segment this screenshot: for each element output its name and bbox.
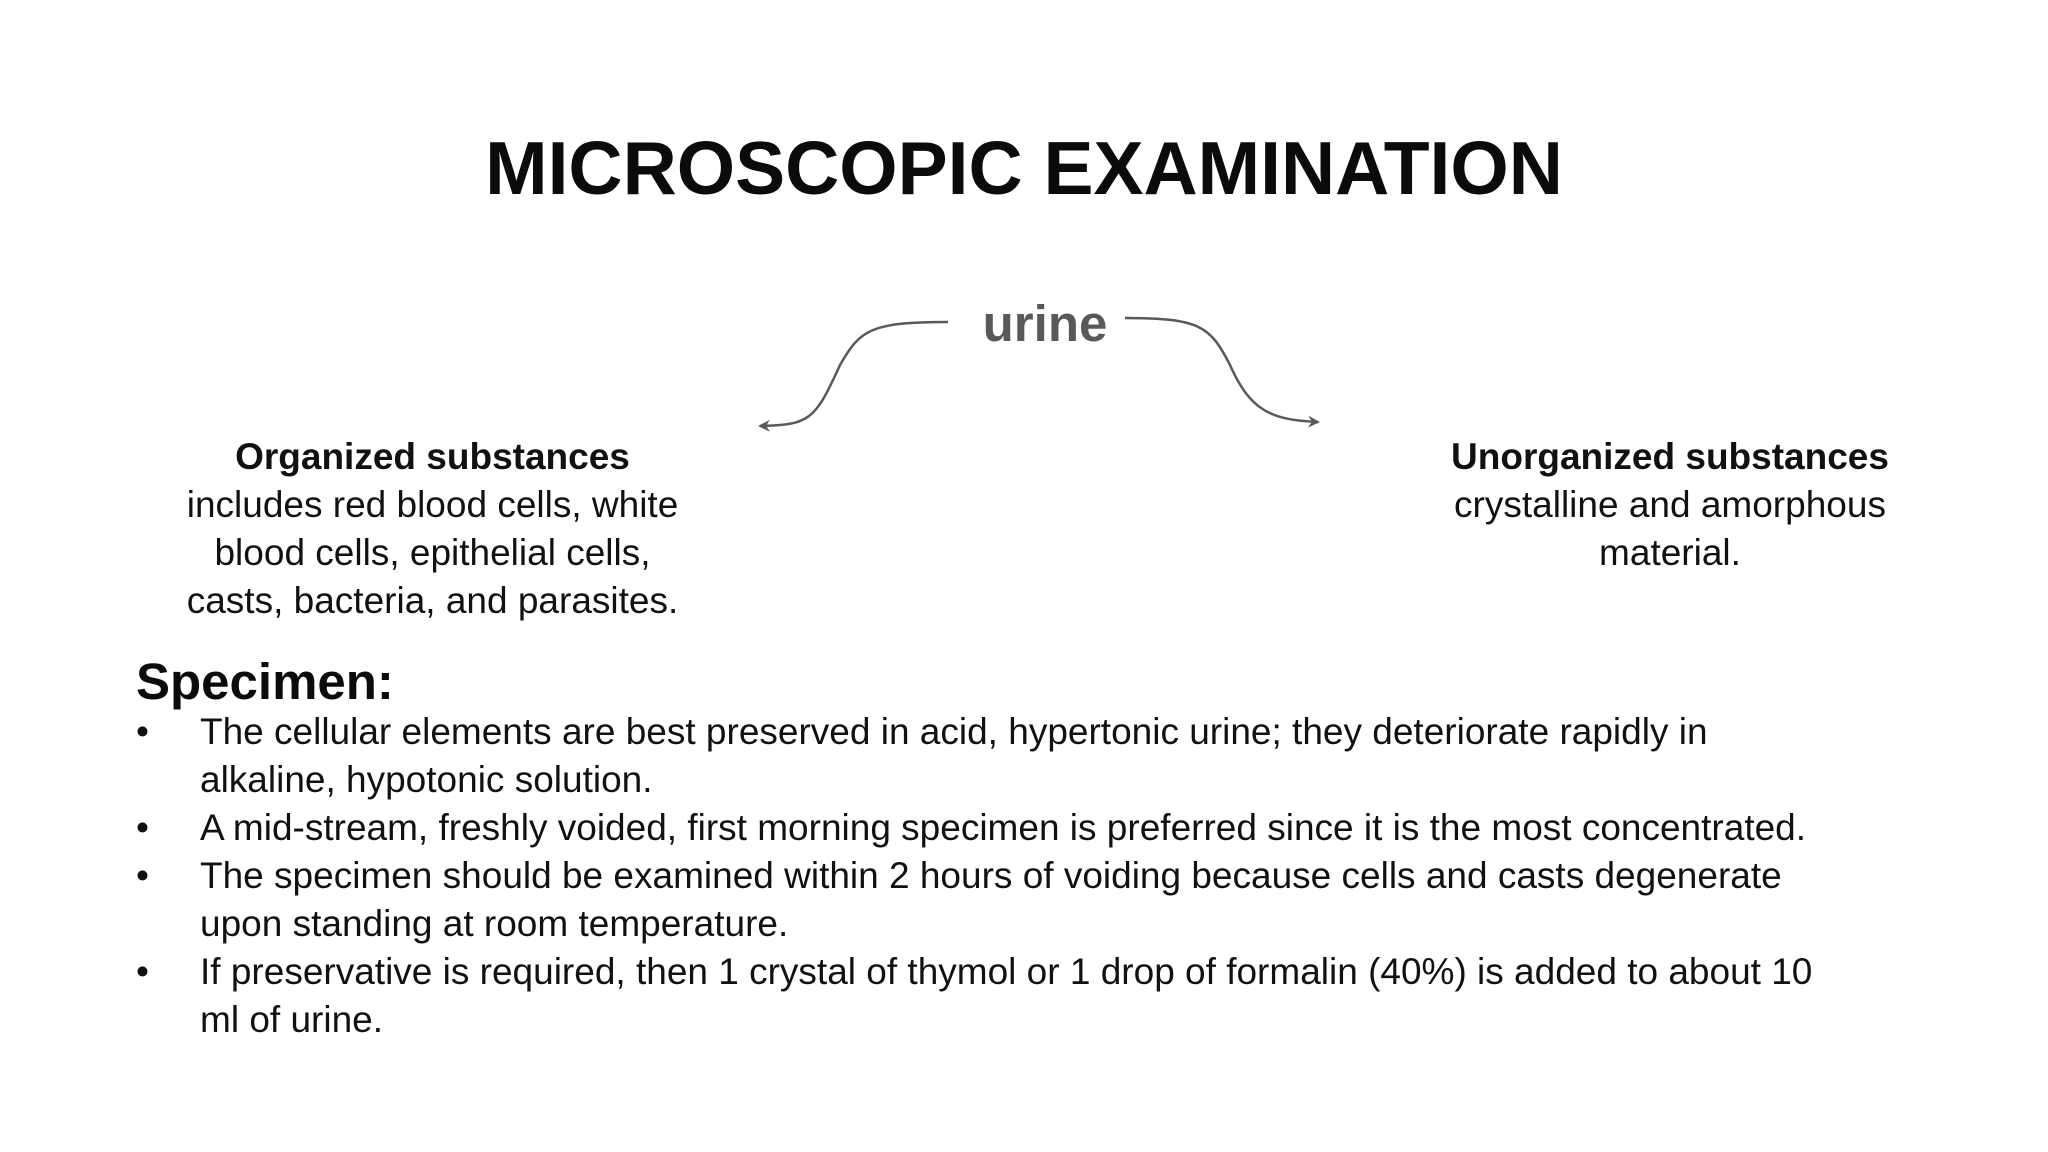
left-curved-arrow — [760, 322, 948, 426]
specimen-heading: Specimen: — [136, 653, 394, 710]
specimen-bullet-list — [136, 708, 2016, 1044]
branch-description-line: material. — [1599, 532, 1741, 573]
right-curved-arrow — [1125, 318, 1318, 422]
branch-heading: Organized substances — [235, 436, 630, 477]
slide-title: MICROSCOPIC EXAMINATION — [485, 126, 1563, 210]
bullet-line: A mid-stream, freshly voided, first morning specimen is preferred since it is the most concentrated. — [200, 807, 1807, 848]
bullet-line: The cellular elements are best preserved in acid, hypertonic urine; they deteriorate rapidly in — [200, 711, 1708, 752]
bullet-line: upon standing at room temperature. — [200, 903, 789, 944]
bullet-icon: • — [136, 711, 149, 752]
list-item — [136, 948, 2016, 1044]
bullet-line: ml of urine. — [200, 999, 384, 1040]
bullet-icon: • — [136, 807, 149, 848]
branch-heading: Unorganized substances — [1451, 436, 1889, 477]
bullet-line: The specimen should be examined within 2 hours of voiding because cells and casts degenerate — [200, 855, 1782, 896]
unorganized-substances-block — [1380, 433, 1960, 577]
list-item — [136, 804, 2016, 852]
bullet-icon: • — [136, 951, 149, 992]
diagram-root-label: urine — [982, 295, 1108, 352]
list-item — [136, 708, 2016, 804]
branch-description-line: casts, bacteria, and parasites. — [186, 580, 679, 621]
list-item — [136, 852, 2016, 948]
bullet-line: If preservative is required, then 1 crystal of thymol or 1 drop of formalin (40%) is added to about 10 — [200, 951, 1813, 992]
branch-description-line: crystalline and amorphous — [1454, 484, 1886, 525]
organized-substances-block — [130, 433, 735, 625]
bullet-icon: • — [136, 855, 149, 896]
bullet-line: alkaline, hypotonic solution. — [200, 759, 653, 800]
branch-description-line: includes red blood cells, white — [186, 484, 679, 525]
branch-description-line: blood cells, epithelial cells, — [214, 532, 651, 573]
